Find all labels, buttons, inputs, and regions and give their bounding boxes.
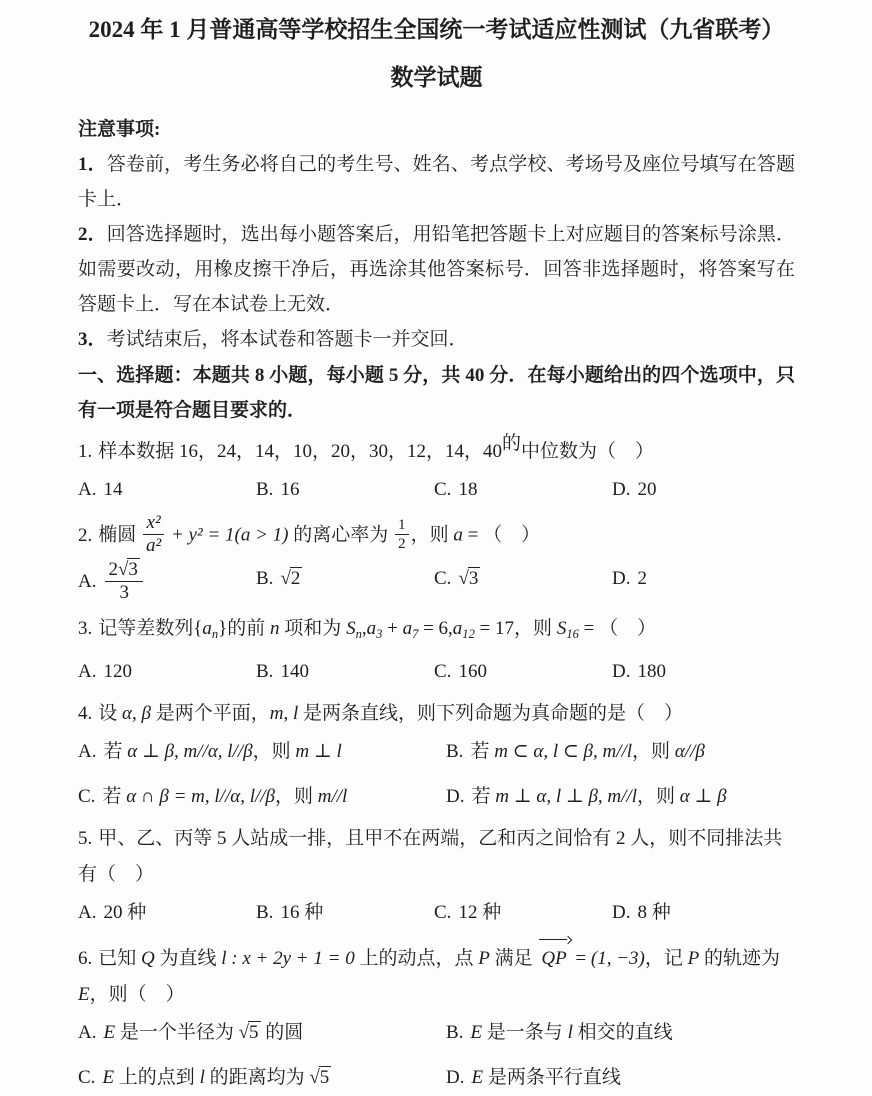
notice-number: 1．	[78, 154, 107, 175]
text-run: 上的点到	[114, 1067, 200, 1089]
math-run: m ⊥ α, l ⊥ β, m//l	[495, 786, 637, 808]
text-run: 是两条平行直线	[483, 1067, 621, 1089]
text-run: 项和为	[279, 618, 347, 640]
option-label: A.	[78, 741, 97, 763]
text-run: 的距离均为	[204, 1067, 310, 1089]
question-number: 1.	[78, 441, 93, 462]
radical-icon: √	[309, 1067, 320, 1089]
option-C	[434, 895, 612, 931]
option-label: C.	[434, 902, 452, 924]
number-run: +	[382, 618, 403, 640]
option-C	[78, 1060, 446, 1096]
text-run: 是两个平面，	[150, 703, 270, 725]
text-run: 人，则不同排法共有（ ）	[78, 828, 783, 886]
text-run: 若	[102, 786, 127, 808]
subscript: 12	[462, 627, 475, 642]
question-3	[78, 611, 795, 690]
math-run: x²	[146, 512, 161, 533]
sqrt-expression	[309, 1060, 331, 1096]
math-run: E	[102, 1067, 115, 1089]
fraction-numerator	[105, 559, 142, 582]
text-run: （ ）	[483, 524, 541, 546]
number-run: 16	[280, 479, 300, 500]
option-D	[446, 1060, 795, 1096]
option-label: A.	[78, 661, 97, 683]
option-D	[612, 561, 795, 606]
option-label: A.	[78, 1022, 97, 1044]
option-label: B.	[446, 1022, 464, 1044]
number-run: 14	[103, 479, 123, 500]
radical-icon: √	[280, 567, 291, 589]
fraction-denominator	[105, 582, 142, 604]
number-run: 16	[280, 902, 305, 924]
text-run: 种	[651, 902, 671, 924]
number-run: 8	[637, 902, 652, 924]
math-run: α//β	[674, 741, 705, 763]
math-run: a	[202, 618, 212, 640]
subscript: n	[355, 627, 362, 642]
number-run: 3	[119, 581, 129, 603]
math-run: a²	[146, 534, 162, 556]
option-C	[434, 472, 612, 508]
options-row	[78, 654, 795, 690]
notice-item-3	[78, 322, 795, 357]
options-row	[78, 734, 795, 815]
math-run: l	[199, 1067, 205, 1089]
option-A	[78, 472, 256, 508]
number-run: = 6,	[418, 618, 453, 640]
question-stem	[78, 514, 795, 559]
option-label: C.	[434, 567, 452, 589]
subscript: 7	[412, 627, 419, 642]
number-run: 160	[458, 661, 487, 683]
math-run: m//l	[317, 786, 348, 808]
number-run: 180	[637, 661, 666, 683]
number-run: 12	[458, 902, 483, 924]
option-label: C.	[78, 786, 96, 808]
number-run: =	[570, 948, 591, 970]
option-D	[612, 472, 795, 508]
math-run: n	[270, 618, 280, 640]
sqrt-expression	[458, 561, 480, 597]
math-run: + y² = 1(a > 1)	[166, 524, 294, 546]
text-run: ，则	[632, 741, 675, 763]
question-number: 5.	[78, 828, 93, 850]
question-1	[78, 434, 795, 508]
options-row	[78, 472, 795, 508]
text-run: ，则	[410, 524, 454, 546]
math-run: a	[453, 524, 463, 546]
text-run: 是两条直线，则下列命题为真命题的是（ ）	[298, 703, 683, 725]
radical-icon: √	[458, 567, 469, 589]
number-run: 5	[217, 828, 227, 850]
math-run: a	[402, 618, 413, 640]
math-run: a	[452, 618, 463, 640]
math-run: α ⊥ β	[679, 786, 727, 808]
fraction-denominator	[395, 535, 409, 552]
number-run: }	[218, 618, 228, 640]
math-run: E	[471, 1067, 484, 1089]
sqrt-expression	[118, 559, 140, 581]
radical-icon: √	[238, 1022, 250, 1044]
question-stem	[78, 821, 795, 893]
option-B	[446, 734, 795, 770]
option-label: A.	[78, 479, 97, 500]
option-D	[612, 895, 795, 931]
text-run: 人站成一排，且甲不在两端，乙和丙之间恰有	[226, 828, 617, 850]
option-label: C.	[434, 479, 452, 500]
math-run: (1, −3)	[590, 948, 645, 970]
notice-heading: 注意事项:	[78, 119, 161, 140]
number-run: 20	[637, 479, 657, 500]
page-subtitle: 数学试题	[390, 65, 483, 90]
number-run: 20	[103, 902, 128, 924]
vector-expression: QP	[539, 937, 570, 977]
option-A	[78, 1015, 446, 1051]
number-run: 2	[108, 558, 118, 580]
math-run: m ⊥ l	[295, 741, 342, 763]
number-run: = 17	[474, 618, 515, 640]
number-run: 140	[280, 661, 309, 683]
sqrt-radicand: 3	[128, 558, 138, 580]
option-label: D.	[446, 1067, 465, 1089]
radical-icon: √	[117, 558, 129, 580]
text-run: 样本数据	[98, 441, 180, 462]
text-run: 甲、乙、丙等	[98, 828, 218, 850]
number-run: {	[193, 618, 203, 640]
subscript: 16	[566, 627, 579, 642]
text-run: 为直线	[154, 948, 222, 970]
math-run: α ⊥ β, m//α, l//β	[127, 741, 253, 763]
text-run: 种	[482, 902, 502, 924]
math-run: α ∩ β = m, l//α, l//β	[126, 786, 276, 808]
options-row	[78, 1015, 795, 1096]
math-run: S	[556, 618, 567, 640]
option-label: B.	[256, 479, 274, 500]
sqrt-radicand: 5	[249, 1022, 259, 1044]
fraction	[141, 512, 166, 557]
notice-text: 回答选择题时，选出每小题答案后，用铅笔把答题卡上对应题目的答案标号涂黑．如需要改动，用橡皮擦干净后，再选涂其他答案标号．回答非选择题时，将答案写在答题卡上．写在本试卷上无效．	[78, 224, 795, 315]
text-run: 种	[304, 902, 324, 924]
math-run: m ⊂ α, l ⊂ β, m//l	[494, 741, 633, 763]
question-stem	[78, 696, 795, 732]
math-run: m, l	[269, 703, 299, 725]
text-run: ，则	[275, 786, 318, 808]
number-run: 2	[616, 828, 626, 850]
text-run: 若	[103, 741, 128, 763]
options-row	[78, 895, 795, 931]
text-run: 的圆	[260, 1022, 304, 1044]
text-run: （ ）	[599, 618, 657, 640]
question-stem	[78, 611, 795, 652]
text-run: 的离心率为	[293, 524, 393, 546]
text-run: 已知	[98, 948, 142, 970]
fraction	[393, 516, 411, 552]
option-label: B.	[446, 741, 464, 763]
math-run: l	[567, 1022, 573, 1044]
option-label: D.	[612, 479, 631, 500]
math-run: E	[470, 1022, 483, 1044]
number-run: 2	[637, 567, 647, 589]
number-run: =	[462, 524, 484, 546]
math-run: S	[346, 618, 356, 640]
question-5	[78, 821, 795, 931]
option-A	[78, 654, 256, 690]
text-run: ，则（ ）	[89, 984, 185, 1006]
questions	[78, 434, 795, 1096]
notice-number: 2．	[78, 224, 107, 245]
option-D	[612, 654, 795, 690]
text-run: 设	[98, 703, 123, 725]
text-run: ，则	[252, 741, 296, 763]
question-number: 6.	[78, 948, 93, 970]
math-run: Q	[141, 948, 155, 970]
question-stem	[78, 937, 795, 1013]
subscript: 3	[376, 627, 383, 642]
text-run: 是一条与	[482, 1022, 568, 1044]
text-run: 椭圆	[98, 524, 142, 546]
option-B	[256, 895, 434, 931]
option-label: C.	[434, 661, 452, 683]
sqrt-expression	[239, 1015, 261, 1051]
question-2	[78, 514, 795, 605]
text-run: ，则	[636, 786, 680, 808]
option-label: D.	[446, 786, 465, 808]
text-run: 满足	[489, 948, 538, 970]
number-run: 18	[458, 479, 478, 500]
option-label: C.	[78, 1067, 96, 1089]
section-heading: 一、选择题：本题共 8 小题，每小题 5 分，共 40 分．在每小题给出的四个选项中，只有一项是符合题目要求的．	[78, 365, 795, 421]
option-label: B.	[256, 902, 274, 924]
text-run: 是一个半径为	[115, 1022, 239, 1044]
question-6	[78, 937, 795, 1096]
text-run: 种	[127, 902, 147, 924]
sqrt-radicand: 3	[468, 567, 479, 589]
math-run: l : x + 2y + 1 = 0	[221, 948, 355, 970]
question-number: 4.	[78, 703, 93, 725]
subscript: n	[211, 627, 219, 642]
option-label: D.	[612, 567, 631, 589]
sqrt-radicand: 2	[290, 567, 301, 589]
question-number: 2.	[78, 524, 93, 546]
number-run: ,	[361, 618, 367, 640]
options-row	[78, 558, 795, 606]
question-stem	[78, 434, 795, 470]
text-run: ，记	[644, 948, 688, 970]
option-A	[78, 558, 256, 606]
notice-text: 考试结束后，将本试卷和答题卡一并交回．	[106, 329, 468, 350]
fraction	[103, 559, 144, 604]
option-label: D.	[612, 661, 631, 683]
option-label: A.	[78, 571, 97, 593]
option-B	[256, 654, 434, 690]
number-run: 1	[397, 516, 406, 534]
option-label: B.	[256, 661, 274, 683]
number-run: =	[578, 618, 600, 640]
text-run: 若	[470, 741, 495, 763]
number-run: 120	[103, 661, 132, 683]
option-C	[434, 654, 612, 690]
text-run: 记等差数列	[98, 618, 194, 640]
notice-item-1	[78, 147, 795, 217]
text-run: ，则	[514, 618, 557, 640]
text-run: 的前	[227, 618, 271, 640]
question-number: 3.	[78, 618, 93, 640]
number-run: 16，24，14，10，20，30，12，14，40	[179, 441, 503, 462]
page-title: 2024 年 1 月普通高等学校招生全国统一考试适应性测试（九省联考）	[88, 17, 785, 42]
option-C	[434, 561, 612, 606]
text-run: 相交的直线	[572, 1022, 673, 1044]
math-run: E	[103, 1022, 116, 1044]
text-run: 若	[471, 786, 496, 808]
math-run: α, β	[122, 703, 151, 725]
math-run: P	[478, 948, 490, 970]
option-B	[446, 1015, 795, 1051]
sqrt-radicand: 5	[319, 1067, 330, 1089]
option-label: D.	[612, 902, 631, 924]
option-C	[78, 779, 446, 815]
text-run: 的轨迹为	[699, 948, 781, 970]
notice-item-2	[78, 217, 795, 322]
sqrt-expression	[280, 561, 302, 597]
option-A	[78, 895, 256, 931]
option-D	[446, 779, 795, 815]
fraction-numerator	[395, 516, 409, 534]
number-run: 2	[397, 534, 406, 552]
notice-number: 3．	[78, 329, 107, 350]
option-label: B.	[256, 567, 274, 589]
raised-text: 的	[502, 433, 522, 454]
option-label: A.	[78, 902, 97, 924]
option-B	[256, 561, 434, 606]
notice-text: 答卷前，考生务必将自己的考生号、姓名、考点学校、考场号及座位号填写在答题卡上．	[78, 154, 795, 210]
text-run: 上的动点，点	[354, 948, 479, 970]
math-run: P	[687, 948, 700, 970]
option-B	[256, 472, 434, 508]
fraction-denominator	[143, 535, 164, 557]
question-4	[78, 696, 795, 815]
option-A	[78, 734, 446, 770]
fraction-numerator	[143, 512, 164, 535]
math-run: E	[78, 984, 90, 1006]
math-run: a	[366, 618, 377, 640]
text-run: 中位数为（ ）	[521, 441, 655, 462]
